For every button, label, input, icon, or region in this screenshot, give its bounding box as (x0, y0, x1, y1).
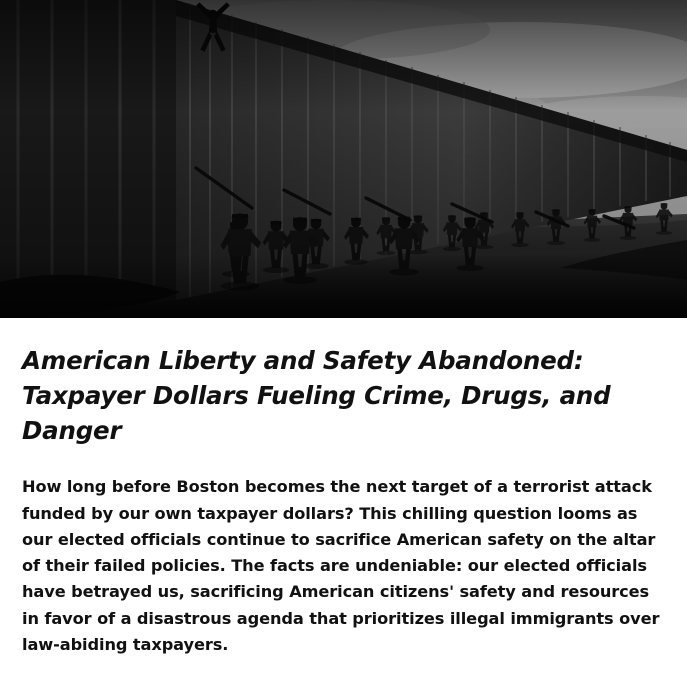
hero-image (0, 0, 687, 318)
page-title: American Liberty and Safety Abandoned: Taxpayer Dollars Fueling Crime, Drugs, and Danger (22, 346, 611, 445)
article-body-paragraph: How long before Boston becomes the next target of a terrorist attack funded by our own taxpayer dollars? This chilling question looms as our elected officials continue to sacrifice American safety on the altar of their failed policies. The facts are undeniable: our elected officials have betrayed us, sacrificing American citizens' safety and resources in favor of a disastrous agenda that prioritizes illegal immigrants over law-abiding taxpayers. (22, 477, 660, 654)
hero-illustration (0, 0, 687, 318)
article-content (0, 318, 687, 658)
